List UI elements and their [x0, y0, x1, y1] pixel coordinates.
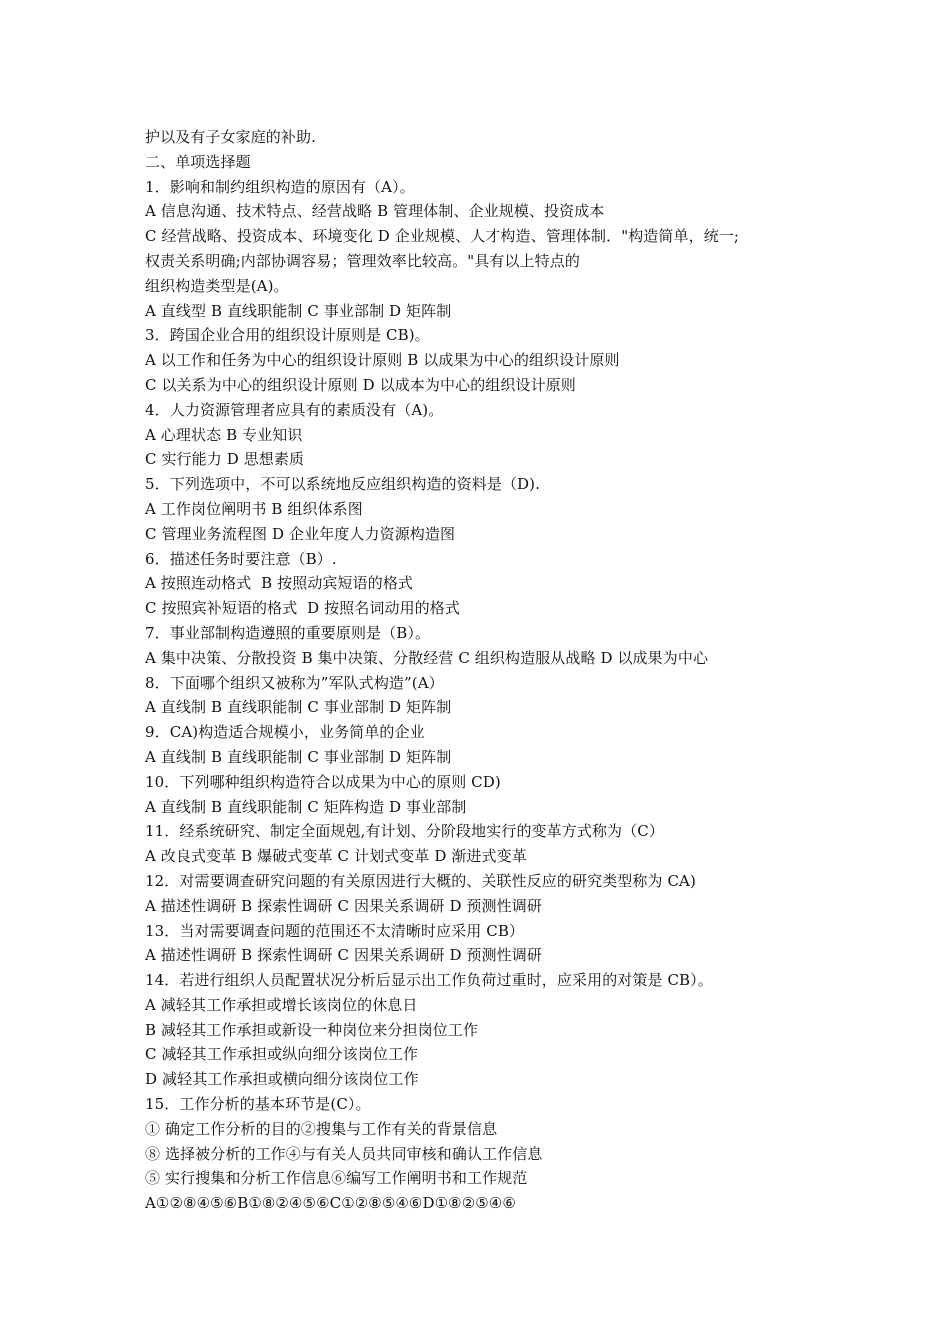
- question-2-text-cont: 组织构造类型是(A)。: [145, 276, 289, 295]
- question-8-options: A 直线制 B 直线职能制 C 事业部制 D 矩阵制: [145, 698, 452, 717]
- question-6: 6．描述任务时要注意（B）.: [145, 549, 337, 568]
- question-8: 8．下面哪个组织又被称为”军队式构造”(A）: [145, 673, 444, 692]
- question-13-options: A 描述性调研 B 探索性调研 C 因果关系调研 D 预测性调研: [145, 946, 542, 965]
- question-15-step-5-6: ⑤ 实行搜集和分析工作信息⑥编写工作阐明书和工作规范: [145, 1169, 528, 1188]
- question-2-text: 权责关系明确;内部协调容易；管理效率比较高。"具有以上特点的: [145, 251, 580, 270]
- question-14-option-c: C 减轻其工作承担或纵向细分该岗位工作: [145, 1045, 419, 1064]
- question-10: 10．下列哪种组织构造符合以成果为中心的原则 CD): [145, 772, 501, 791]
- question-11-options: A 改良式变革 B 爆破式变革 C 计划式变革 D 渐进式变革: [145, 847, 527, 866]
- question-15-options: A①②⑧④⑤⑥B①⑧②④⑤⑥C①②⑧⑤④⑥D①⑧②⑤④⑥: [145, 1194, 516, 1213]
- question-2-options: A 直线型 B 直线职能制 C 事业部制 D 矩阵制: [145, 301, 452, 320]
- question-15-step-3-4: ⑧ 选择被分析的工作④与有关人员共同审核和确认工作信息: [145, 1144, 543, 1163]
- question-7-options: A 集中决策、分散投资 B 集中决策、分散经营 C 组织构造服从战略 D 以成果为中心: [145, 648, 709, 667]
- question-9: 9．CA)构造适合规模小，业务简单的企业: [145, 723, 425, 742]
- question-9-options: A 直线制 B 直线职能制 C 事业部制 D 矩阵制: [145, 747, 452, 766]
- question-3-options-c-d: C 以关系为中心的组织设计原则 D 以成本为中心的组织设计原则: [145, 375, 576, 394]
- question-6-options-c-d: C 按照宾补短语的格式 D 按照名词动用的格式: [145, 599, 460, 618]
- question-14: 14．若进行组织人员配置状况分析后显示出工作负荷过重时，应采用的对策是 CB）。: [145, 971, 713, 990]
- question-4: 4．人力资源管理者应具有的素质没有（A)。: [145, 400, 444, 419]
- question-15: 15．工作分析的基本环节是(C）。: [145, 1095, 371, 1114]
- question-3-options-a-b: A 以工作和任务为中心的组织设计原则 B 以成果为中心的组织设计原则: [145, 351, 620, 370]
- text-line: 护以及有子女家庭的补助.: [145, 128, 316, 146]
- question-1: 1．影响和制约组织构造的原因有（A）。: [145, 177, 415, 196]
- question-13: 13．当对需要调查问题的范围还不太清晰时应采用 CB）: [145, 921, 525, 940]
- section-heading: 二、单项选择题: [145, 152, 251, 171]
- question-5-options-a-b: A 工作岗位阐明书 B 组织体系图: [145, 499, 363, 518]
- question-12: 12．对需要调查研究问题的有关原因进行大概的、关联性反应的研究类型称为 CA): [145, 871, 696, 890]
- question-7: 7．事业部制构造遵照的重要原则是（B）。: [145, 623, 431, 642]
- question-5: 5．下列选项中，不可以系统地反应组织构造的资料是（D).: [145, 475, 540, 494]
- question-11: 11．经系统研究、制定全面规剋,有计划、分阶段地实行的变革方式称为（C）: [145, 822, 664, 841]
- question-10-options: A 直线制 B 直线职能制 C 矩阵构造 D 事业部制: [145, 797, 467, 816]
- question-14-option-d: D 减轻其工作承担或横向细分该岗位工作: [145, 1070, 419, 1089]
- question-5-options-c-d: C 管理业务流程图 D 企业年度人力资源构造图: [145, 524, 456, 543]
- question-12-options: A 描述性调研 B 探索性调研 C 因果关系调研 D 预测性调研: [145, 896, 542, 915]
- document-body: [145, 125, 825, 1216]
- question-14-option-b: B 减轻其工作承担或新设一种岗位来分担岗位工作: [145, 1020, 479, 1039]
- question-14-option-a: A 减轻其工作承担或增长该岗位的休息日: [145, 995, 418, 1014]
- question-15-step-1-2: ① 确定工作分析的目的②搜集与工作有关的背景信息: [145, 1119, 498, 1138]
- question-6-options-a-b: A 按照连动格式 B 按照动宾短语的格式: [145, 574, 414, 593]
- question-1-options-c-d: C 经营战略、投资成本、环境变化 D 企业规模、人才构造、管理体制．"构造简单，统一;: [145, 227, 740, 246]
- question-4-options-a-b: A 心理状态 B 专业知识: [145, 425, 303, 444]
- question-3: 3．跨国企业合用的组织设计原则是 CB)。: [145, 326, 430, 345]
- question-1-options-a-b: A 信息沟通、技术特点、经营战略 B 管理体制、企业规模、投资成本: [145, 202, 605, 221]
- question-4-options-c-d: C 实行能力 D 思想素质: [145, 450, 305, 469]
